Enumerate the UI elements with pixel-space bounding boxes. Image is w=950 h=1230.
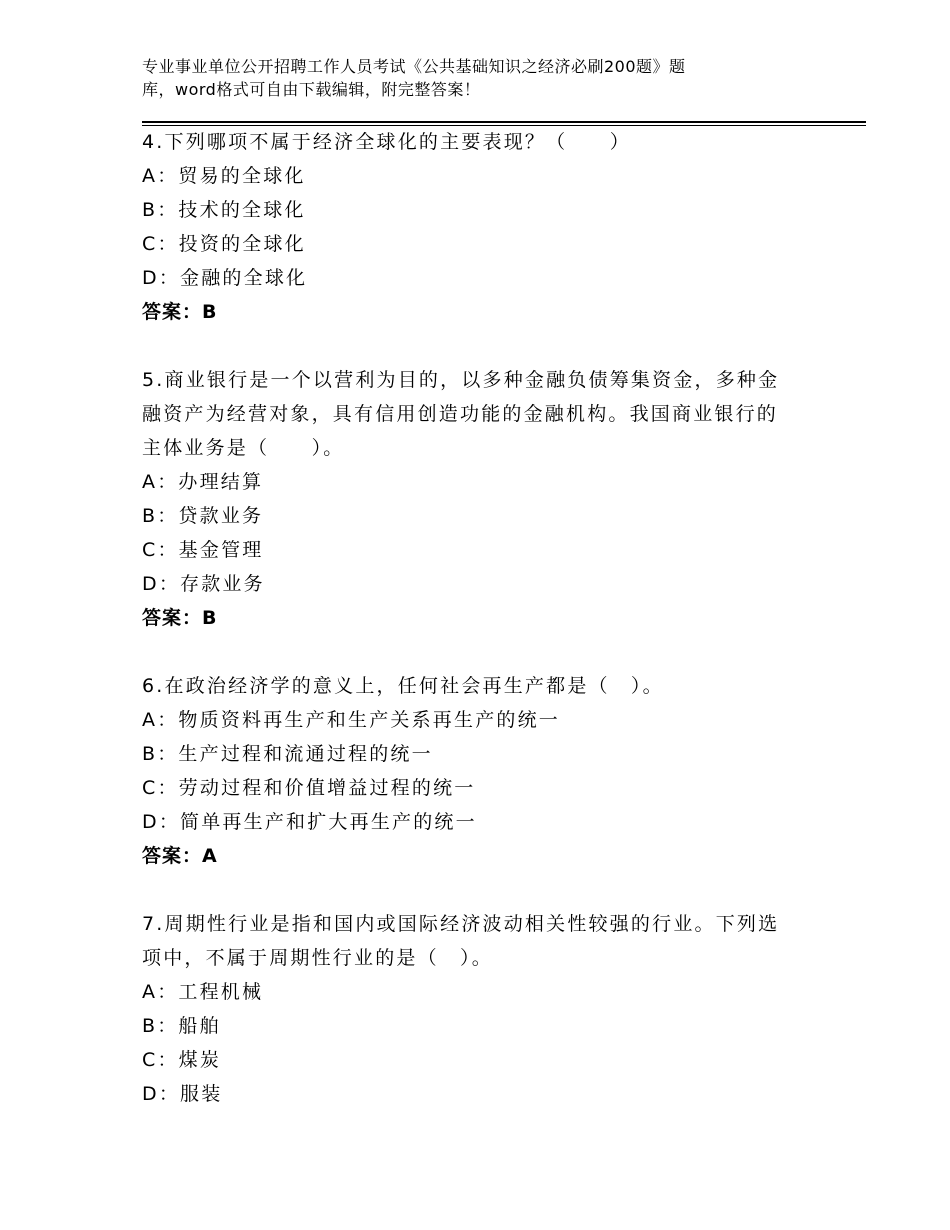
option-c: C：投资的全球化 bbox=[142, 233, 306, 255]
question-line: 4.下列哪项不属于经济全球化的主要表现？（ ） bbox=[142, 131, 631, 153]
question-line: 5.商业银行是一个以营利为目的，以多种金融负债筹集资金，多种金 bbox=[142, 369, 780, 391]
question-7 bbox=[142, 907, 802, 1111]
header-divider-thick bbox=[142, 121, 866, 123]
option-d: D：金融的全球化 bbox=[142, 267, 308, 289]
answer-label: 答案：A bbox=[142, 845, 218, 867]
question-line: 7.周期性行业是指和国内或国际经济波动相关性较强的行业。下列选 bbox=[142, 913, 780, 935]
question-text bbox=[142, 363, 802, 465]
spacer bbox=[142, 873, 802, 907]
option-d: D：服装 bbox=[142, 1083, 223, 1105]
option-a: A：贸易的全球化 bbox=[142, 165, 306, 187]
option-a: A：物质资料再生产和生产关系再生产的统一 bbox=[142, 709, 560, 731]
document-header bbox=[142, 55, 782, 101]
option-b: B：技术的全球化 bbox=[142, 199, 306, 221]
spacer bbox=[142, 635, 802, 669]
question-4 bbox=[142, 125, 802, 329]
question-5 bbox=[142, 363, 802, 635]
option-b: B：生产过程和流通过程的统一 bbox=[142, 743, 433, 765]
question-line: 项中，不属于周期性行业的是（ ）。 bbox=[142, 947, 493, 969]
spacer bbox=[142, 329, 802, 363]
option-a: A：工程机械 bbox=[142, 981, 264, 1003]
answer-label: 答案：B bbox=[142, 301, 218, 323]
answer-label: 答案：B bbox=[142, 607, 218, 629]
question-text bbox=[142, 125, 802, 159]
option-a: A：办理结算 bbox=[142, 471, 264, 493]
header-line-2: 库，word格式可自由下载编辑，附完整答案！ bbox=[142, 80, 481, 99]
option-c: C：劳动过程和价值增益过程的统一 bbox=[142, 777, 476, 799]
question-6 bbox=[142, 669, 802, 873]
option-c: C：基金管理 bbox=[142, 539, 264, 561]
option-d: D：存款业务 bbox=[142, 573, 265, 595]
question-list bbox=[142, 125, 802, 1111]
option-d: D：简单再生产和扩大再生产的统一 bbox=[142, 811, 477, 833]
header-line-1: 专业事业单位公开招聘工作人员考试《公共基础知识之经济必刷200题》题 bbox=[142, 57, 686, 76]
question-line: 主体业务是（ ）。 bbox=[142, 437, 345, 459]
option-b: B：船舶 bbox=[142, 1015, 221, 1037]
question-text bbox=[142, 669, 802, 703]
question-line: 6.在政治经济学的意义上，任何社会再生产都是（ ）。 bbox=[142, 675, 664, 697]
question-line: 融资产为经营对象，具有信用创造功能的金融机构。我国商业银行的 bbox=[142, 403, 779, 425]
question-text bbox=[142, 907, 802, 975]
option-c: C：煤炭 bbox=[142, 1049, 222, 1071]
option-b: B：贷款业务 bbox=[142, 505, 264, 527]
